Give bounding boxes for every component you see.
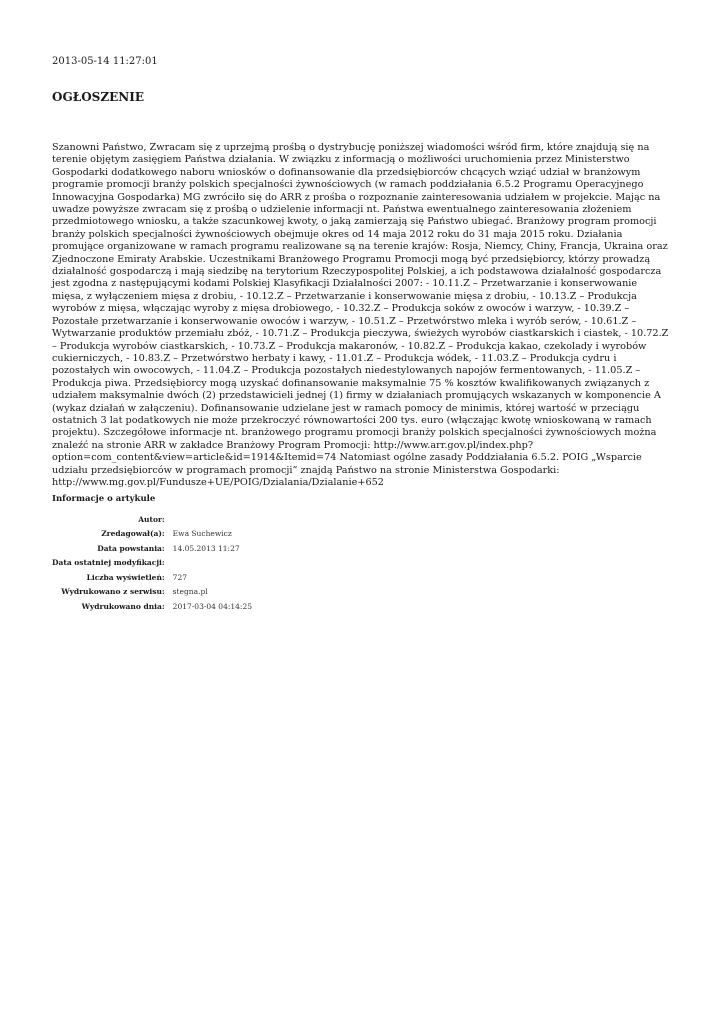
- info-row-printed-from: [52, 585, 252, 600]
- article-body: Szanowni Państwo, Zwracam się z uprzejmą prośbą o dystrybucję poniższej wiadomości wśród firm, które znajdują się na terenie objętym zasięgiem Państwa działania. W związku z informacją o możliwości uruchomienia przez Ministerstwo Gospodarki dodatkowego naboru wniosków o dofinansowanie dla przedsiębiorców chcących wziąć udział w branżowym programie promocji branży polskich specjalności żywnościowych (w ramach poddziałania 6.5.2 Programu Operacyjnego Innowacyjna Gospodarka) MG zwróciło się do ARR z prośba o rozpoznanie zainteresowania udziałem w projekcie. Mając na uwadze powyższe zwracam się z prośbą o udzielenie informacji nt. Państwa ewentualnego zainteresowania złożeniem przedmiotowego wniosku, a także szacunkowej kwoty, o jaką zamierzają się Państwo ubiegać. Branżowy program promocji branży polskich specjalności żywnościowych obejmuje okres od 14 maja 2012 roku do 31 maja 2015 roku. Działania promujące organizowane w ramach programu realizowane są na terenie krajów: Rosja, Niemcy, Chiny, Francja, Ukraina oraz Zjednoczone Emiraty Arabskie. Uczestnikami Branżowego Programu Promocji mogą być przedsiębiorcy, którzy prowadzą działalność gospodarczą i mają siedzibę na terytorium Rzeczypospolitej Polskiej, a ich podstawowa działalność gospodarcza jest zgodna z następującymi kodami Polskiej Klasyfikacji Działalności 2007: - 10.11.Z – Przetwarzanie i konserwowanie mięsa, z wyłączeniem mięsa z drobiu, - 10.12.Z – Przetwarzanie i konserwowanie mięsa z drobiu, - 10.13.Z – Produkcja wyrobów z mięsa, włączając wyroby z mięsa drobiowego, - 10.32.Z – Produkcja soków z owoców i warzyw, - 10.39.Z – Pozostałe przetwarzanie i konserwowanie owoców i warzyw, - 10.51.Z – Przetwórstwo mleka i wyrób serów, - 10.61.Z – Wytwarzanie produktów przemiału zbóż, - 10.71.Z – Produkcja pieczywa, świeżych wyrobów ciastkarskich i ciastek, - 10.72.Z – Produkcja wyrobów ciastkarskich, - 10.73.Z – Produkcja makaronów, - 10.82.Z – Produkcja kakao, czekolady i wyrobów cukierniczych, - 10.83.Z – Przetwórstwo herbaty i kawy, - 11.01.Z – Produkcja wódek, - 11.03.Z – Produkcja cydru i pozostałych win owocowych, - 11.04.Z – Produkcja pozostałych niedestylowanych napojów fermentowanych, - 11.05.Z – Produkcja piwa. Przedsiębiorcy mogą uzyskać dofinansowanie maksymalnie 75 % kosztów kwalifikowanych związanych z udziałem maksymalnie dwóch (2) przedstawicieli jednej (1) firmy w działaniach promujących wskazanych w komponencie A (wykaz działań w załączeniu). Dofinansowanie udzielane jest w ramach pomocy de minimis, której wartość w przeciągu ostatnich 3 lat podatkowych nie może przekroczyć równowartości 200 tys. euro (włączając kwotę wnioskowaną w ramach projektu). Szczegółowe informacje nt. branżowego programu promocji branży polskich specjalności żywnościowych można znaleźć na stronie ARR w zakładce Branżowy Program Promocji: http://www.arr.gov.pl/index.php?option=com_content&view=article&id=1914&Itemid=74 Natomiast ogólne zasady Poddziałania 6.5.2. POIG „Wsparcie udziału przedsiębiorców w programach promocji” znajdą Państwo na stronie Ministerstwa Gospodarki: http://www.mg.gov.pl/Fundusze+UE/POIG/Dzialania/Dzialanie+652: [52, 142, 669, 488]
- info-label-printed-on: Wydrukowano dnia:: [81, 601, 165, 611]
- info-label-author: Autor:: [138, 514, 165, 524]
- article-info-heading: Informacje o artykule: [52, 494, 156, 504]
- info-row-author: [52, 512, 252, 527]
- info-label-editor: Zredagował(a):: [101, 529, 165, 539]
- info-label-created: Data powstania:: [97, 543, 165, 553]
- info-label-modified: Data ostatniej modyfikacji:: [52, 558, 165, 568]
- article-info-table: [52, 512, 252, 614]
- print-timestamp: 2013-05-14 11:27:01: [52, 56, 158, 67]
- info-value-views: 727: [172, 572, 187, 582]
- info-value-author: [173, 512, 252, 527]
- info-row-printed-on: [52, 599, 252, 614]
- info-value-created: 14.05.2013 11:27: [172, 543, 240, 553]
- info-row-editor: [52, 527, 252, 542]
- info-value-editor: Ewa Suchewicz: [172, 529, 232, 539]
- info-value-printed-on: 2017-03-04 04:14:25: [172, 601, 252, 611]
- info-row-views: [52, 570, 252, 585]
- article-title: OGŁOSZENIE: [52, 90, 144, 104]
- info-row-modified: [52, 556, 252, 571]
- info-label-printed-from: Wydrukowano z serwisu:: [61, 587, 165, 597]
- info-label-views: Liczba wyświetleń:: [86, 572, 165, 582]
- info-row-created: [52, 541, 252, 556]
- info-value-printed-from: stegna.pl: [172, 587, 208, 597]
- info-value-modified: [173, 556, 252, 571]
